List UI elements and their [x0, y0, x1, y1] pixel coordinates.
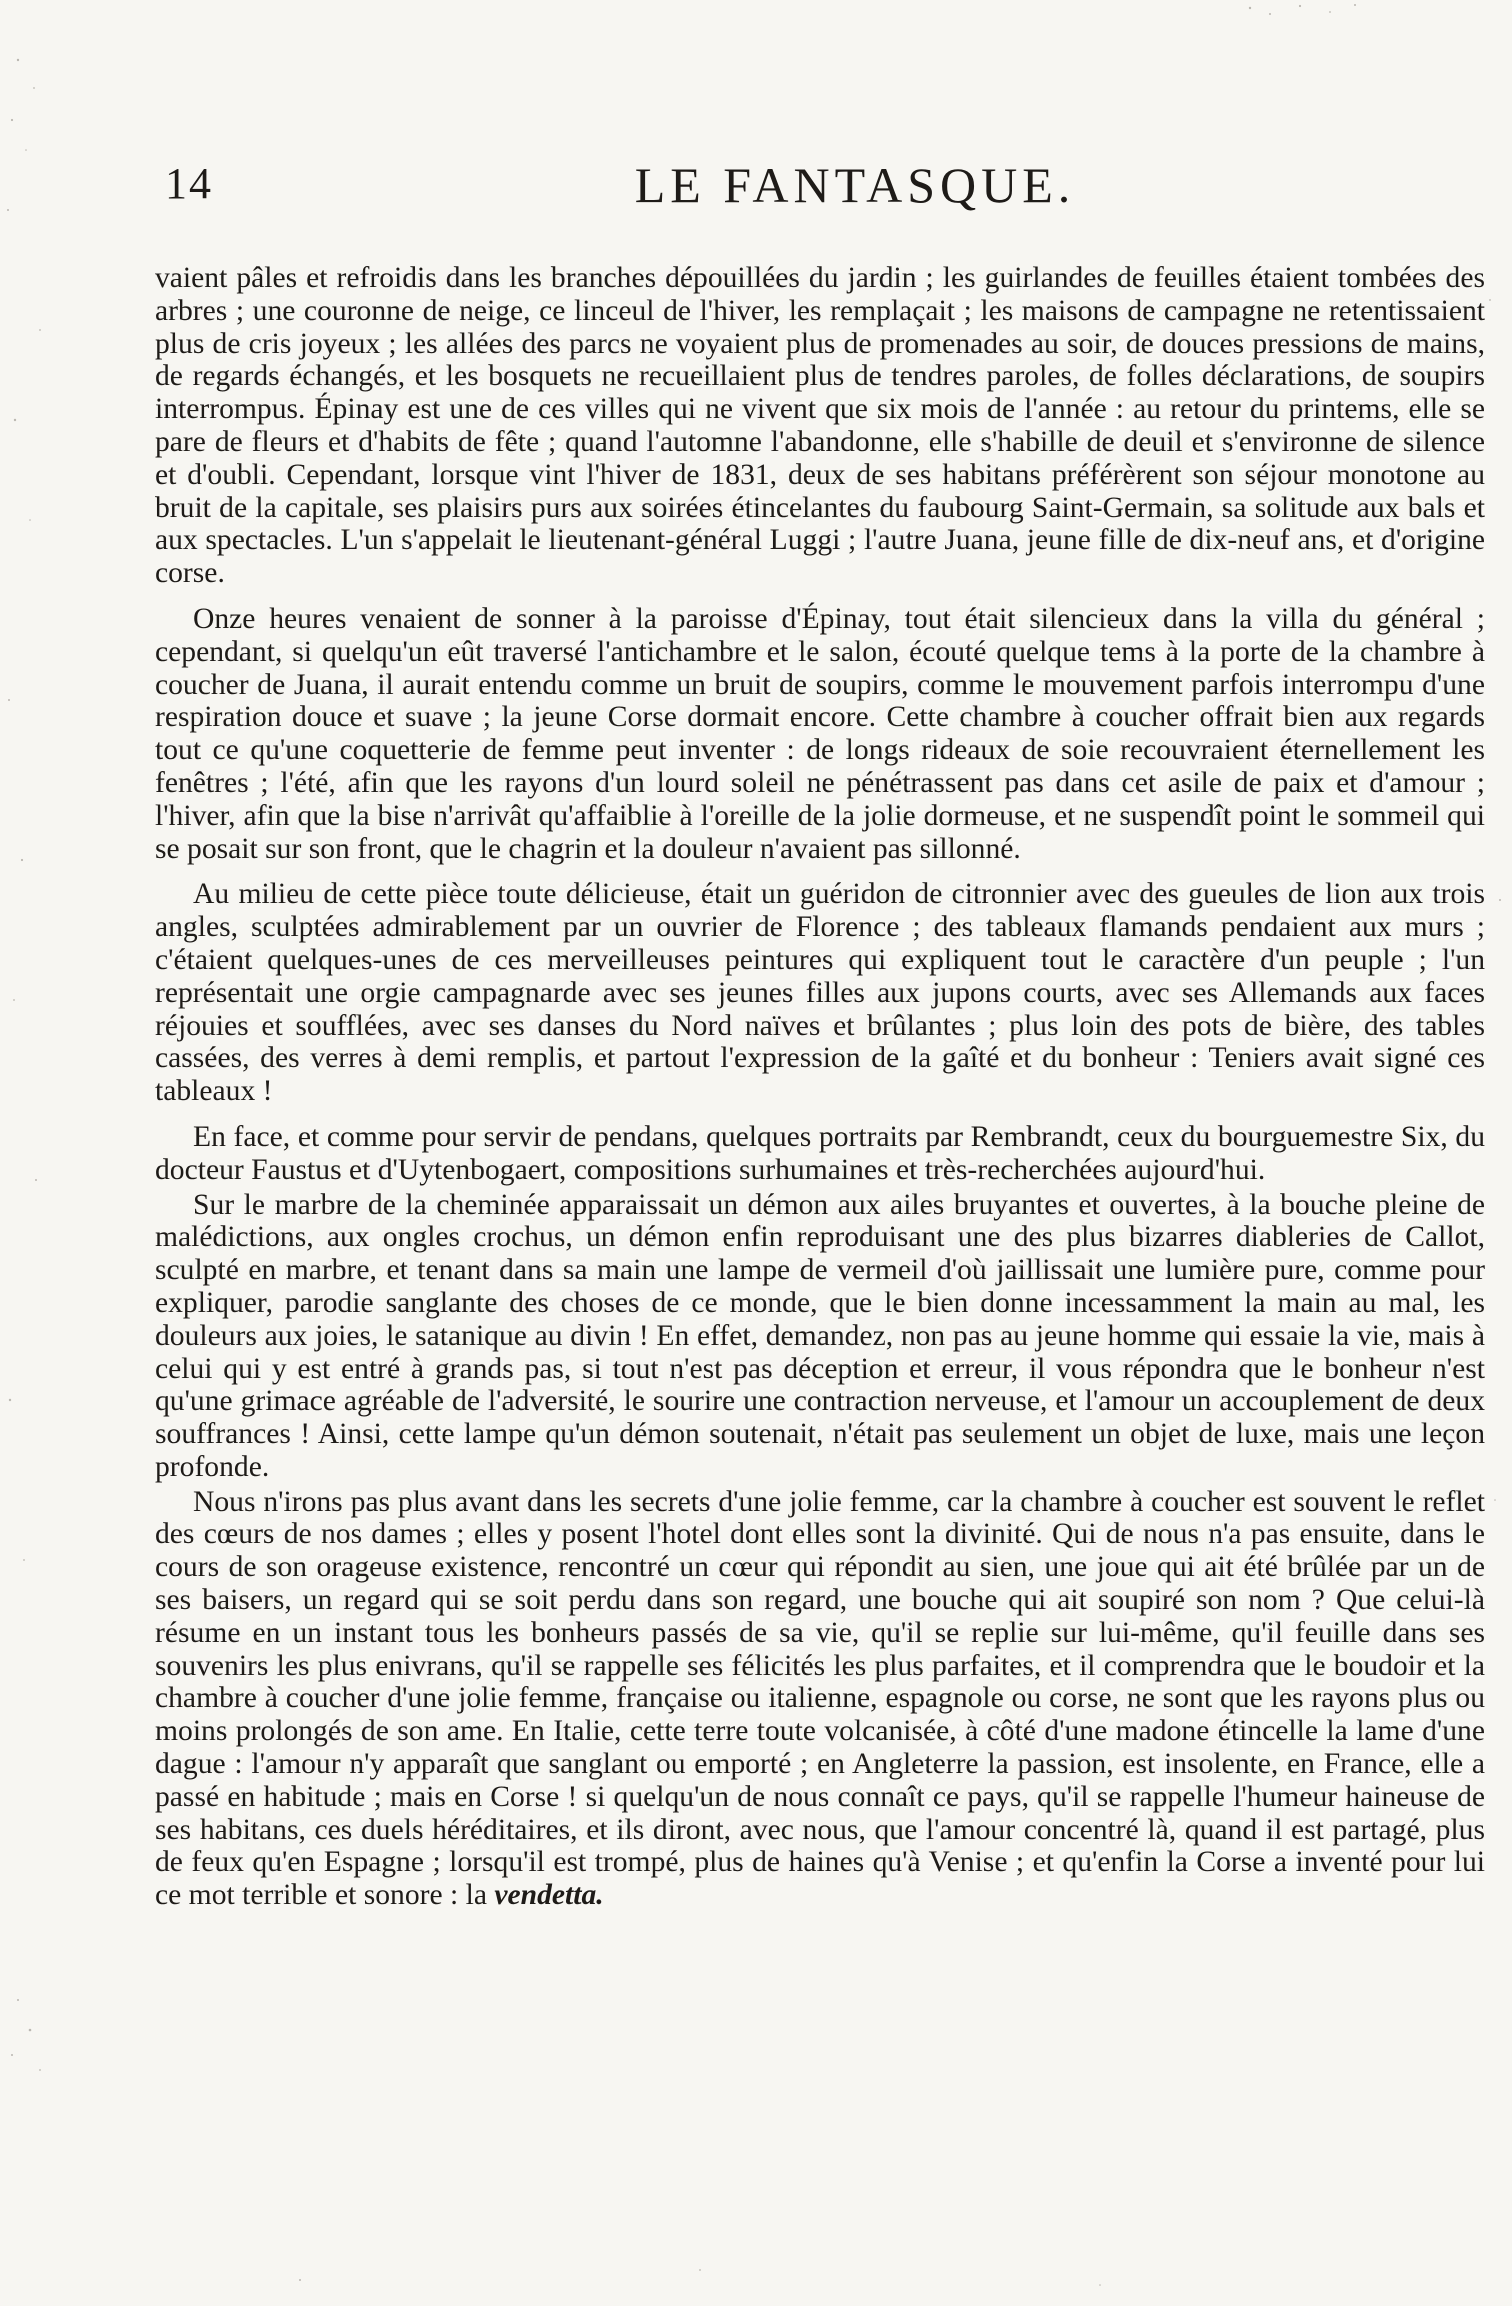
paragraph-1: vaient pâles et refroidis dans les branches dépouillées du jardin ; les guirlandes de feuilles étaient tombées des arbres ; une couronne de neige, ce linceul de l'hiver, les remplaçait ; les maisons de campagne ne retentissaient plus de cris joyeux ; les allées des parcs ne voyaient plus de promenades au soir, de douces pressions de mains, de regards échangés, et les bosquets ne recueillaient plus de tendres paroles, de folles déclarations, de soupirs interrompus. Épinay est une de ces villes qui ne vivent que six mois de l'année : au retour du printems, elle se pare de fleurs et d'habits de fête ; quand l'automne l'abandonne, elle s'habille de deuil et s'environne de silence et d'oubli. Cependant, lorsque vint l'hiver de 1831, deux de ses habitans préférèrent son séjour monotone au bruit de la capitale, ses plaisirs purs aux soirées étincelantes du faubourg Saint-Germain, sa solitude aux bals et aux spectacles. L'un s'appelait le lieutenant-général Luggi ; l'autre Juana, jeune fille de dix-neuf ans, et d'origine corse. — [155, 262, 1485, 590]
paragraph-5: Sur le marbre de la cheminée apparaissait un démon aux ailes bruyantes et ouvertes, à la bouche pleine de malédictions, aux ongles crochus, un démon enfin reproduisant une des plus bizarres diableries de Callot, sculpté en marbre, et tenant dans sa main une lampe de vermeil d'où jaillissait une lumière pure, comme pour expliquer, parodie sanglante des choses de ce monde, que le bien donne incessamment la main au mal, les douleurs aux joies, le satanique au divin ! En effet, demandez, non pas au jeune homme qui essaie la vie, mais à celui qui y est entré à grands pas, si tout n'est pas déception et erreur, il vous répondra que le bonheur n'est qu'une grimace agréable de l'adversité, le sourire une contraction nerveuse, et l'amour un accouplement de deux souffrances ! Ainsi, cette lampe qu'un démon soutenait, n'était pas seulement un objet de luxe, mais une leçon profonde. — [155, 1188, 1485, 1483]
running-title: LE FANTASQUE. — [634, 157, 1076, 213]
book-page — [155, 150, 1485, 1912]
paragraph-3: Au milieu de cette pièce toute délicieuse, était un guéridon de citronnier avec des gueules de lion aux trois angles, sculptées admirablement par un ouvrier de Florence ; des tableaux flamands pendaient aux murs ; c'étaient quelques-unes de ces merveilleuses peintures qui expliquent tout le caractère d'un peuple ; l'un représentait une orgie campagnarde avec ses jeunes filles aux jupons courts, avec ses Allemands aux faces réjouies et soufflées, avec ses danses du Nord naïves et brûlantes ; plus loin des pots de bière, des tables cassées, des verres à demi remplis, et partout l'expression de la gaîté et du bonheur : Teniers avait signé ces tableaux ! — [155, 878, 1485, 1108]
paragraph-6-text: Nous n'irons pas plus avant dans les secrets d'une jolie femme, car la chambre à coucher est souvent le reflet des cœurs de nos dames ; elles y posent l'hotel dont elles sont la divinité. Qui de nous n'a pas ensuite, dans le cours de son orageuse existence, rencontré un cœur qui répondit au sien, une joue qui ait été brûlée par un de ses baisers, un regard qui se soit perdu dans son regard, une bouche qui ait soupiré son nom ? Que celui-là résume en un instant tous les bonheurs passés de sa vie, qu'il se replie sur lui-même, qu'il feuille dans ses souvenirs les plus enivrans, qu'il se rappelle ses félicités les plus parfaites, et il comprendra que le boudoir et la chambre à coucher d'une jolie femme, française ou italienne, espagnole ou corse, ne sont que les rayons plus ou moins prolongés de son ame. En Italie, cette terre toute volcanisée, à côté d'une madone étincelle la lame d'une dague : l'amour n'y apparaît que sanglant ou emporté ; en Angleterre la passion, est insolente, en France, elle a passé en habitude ; mais en Corse ! si quelqu'un de nous connaît ce pays, qu'il se rappelle l'humeur haineuse de ses habitans, ces duels héréditaires, et ils diront, avec nous, que l'amour concentré là, quand il est partagé, plus de feux qu'en Espagne ; lorsqu'il est trompé, plus de haines qu'à Venise ; et qu'enfin la Corse a inventé pour lui ce mot terrible et sonore : la — [155, 1485, 1485, 1912]
body-text — [155, 262, 1485, 1912]
paragraph-2: Onze heures venaient de sonner à la paroisse d'Épinay, tout était silencieux dans la villa du général ; cependant, si quelqu'un eût traversé l'antichambre et le salon, écouté quelque tems à la porte de la chambre à coucher de Juana, il aurait entendu comme un bruit de soupirs, comme le mouvement parfois interrompu d'une respiration douce et suave ; la jeune Corse dormait encore. Cette chambre à coucher offrait bien aux regards tout ce qu'une coquetterie de femme peut inventer : de longs rideaux de soie recouvraient éternellement les fenêtres ; l'été, afin que les rayons d'un lourd soleil ne pénétrassent pas dans cet asile de paix et d'amour ; l'hiver, afin que la bise n'arrivât qu'affaiblie à l'oreille de la jolie dormeuse, et ne suspendît point le sommeil qui se posait sur son front, que le chagrin et la douleur n'avaient pas sillonné. — [155, 602, 1485, 865]
paragraph-4: En face, et comme pour servir de pendans, quelques portraits par Rembrandt, ceux du bourguemestre Six, du docteur Faustus et d'Uytenbogaert, compositions surhumaines et très-recherchées aujourd'hui. — [155, 1120, 1485, 1186]
running-head — [155, 150, 1485, 220]
page-number: 14 — [165, 159, 213, 208]
final-word: vendetta. — [494, 1879, 604, 1912]
paragraph-6 — [155, 1486, 1485, 1912]
